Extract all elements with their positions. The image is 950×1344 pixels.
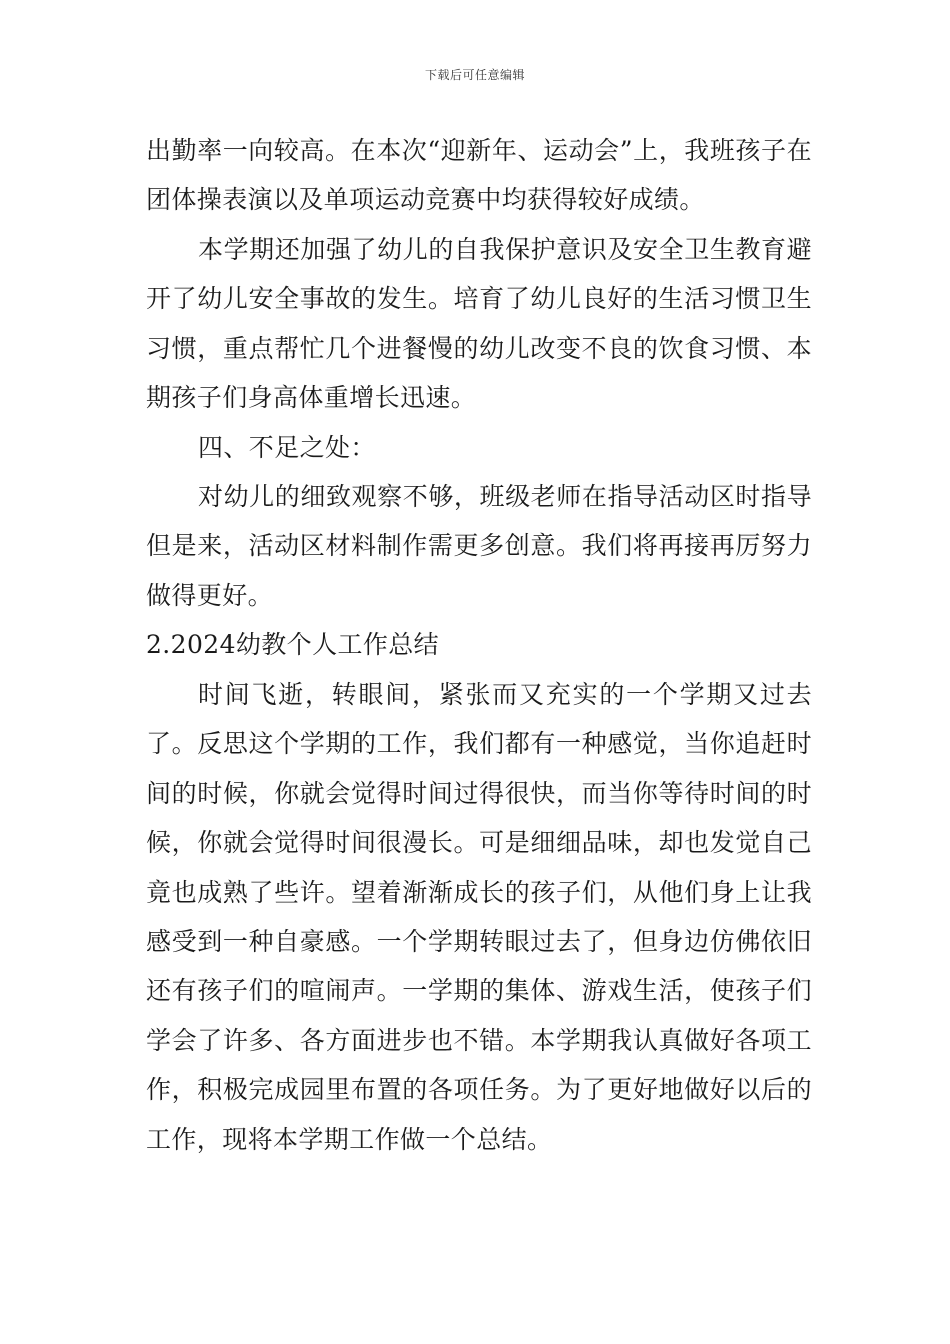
section-1-body	[146, 225, 812, 670]
header-note: 下载后可任意编辑	[424, 68, 525, 82]
paragraph-summary-intro: 时间飞逝，转眼间，紧张而又充实的一个学期又过去了。反思这个学期的工作，我们都有一种感觉，当你追赶时间的时候，你就会觉得时间过得很快，而当你等待时间的时候，你就会觉得时间很漫长。可是细细品味，却也发觉自己竟也成熟了些许。望着渐渐成长的孩子们，从他们身上让我感受到一种自豪感。一个学期转眼过去了，但身边仿佛依旧还有孩子们的喧闹声。一学期的集体、游戏生活，使孩子们学会了许多、各方面进步也不错。本学期我认真做好各项工作，积极完成园里布置的各项任务。为了更好地做好以后的工作，现将本学期工作做一个总结。	[146, 680, 812, 1154]
paragraph-shortcomings: 对幼儿的细致观察不够，班级老师在指导活动区时指导但是来，活动区材料制作需更多创意。我们将再接再厉努力做得更好。	[146, 482, 812, 610]
section-1-continued	[146, 126, 812, 225]
paragraph-attendance: 出勤率一向较高。在本次“迎新年、运动会”上，我班孩子在团体操表演以及单项运动竞赛中均获得较好成绩。	[146, 136, 812, 215]
section-2-title: 2.2024幼教个人工作总结	[146, 630, 440, 660]
section-2-body	[146, 670, 812, 1164]
subheading-shortcomings: 四、不足之处：	[198, 432, 376, 462]
paragraph-safety-education: 本学期还加强了幼儿的自我保护意识及安全卫生教育避开了幼儿安全事故的发生。培育了幼儿良好的生活习惯卫生习惯，重点帮忙几个进餐慢的幼儿改变不良的饮食习惯、本期孩子们身高体重增长迅速。	[146, 235, 812, 413]
